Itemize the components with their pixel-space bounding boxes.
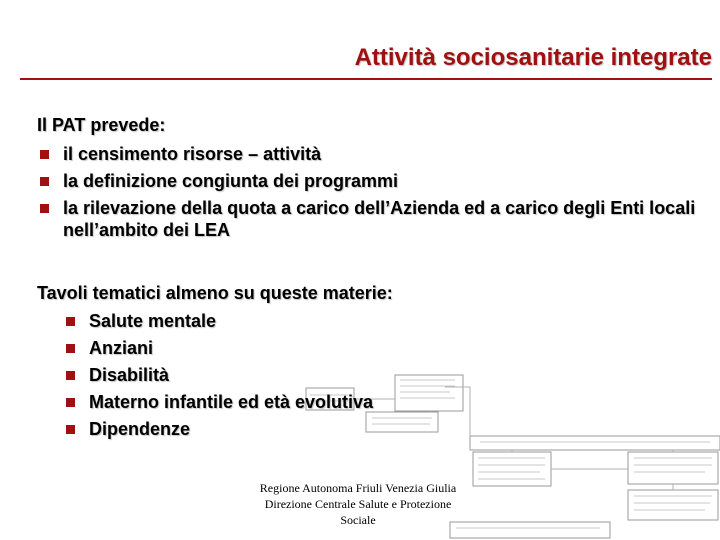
list-item: la rilevazione della quota a carico dell’Azienda ed a carico degli Enti locali nell’ambito dei LEA [37, 197, 717, 241]
topics-list [63, 310, 373, 445]
square-bullet-icon [66, 344, 75, 353]
footer-line: Regione Autonoma Friuli Venezia Giulia [259, 481, 457, 495]
list-item: Dipendenze [63, 418, 373, 440]
page-title: Attività sociosanitarie integrate [354, 44, 712, 71]
flowchart-box [473, 452, 551, 486]
square-bullet-icon [66, 371, 75, 380]
pat-list [37, 143, 717, 246]
flowchart-box [450, 522, 610, 538]
square-bullet-icon [66, 317, 75, 326]
footer [250, 480, 466, 528]
list-item: Anziani [63, 337, 373, 359]
list-item: Materno infantile ed età evolutiva [63, 391, 373, 413]
flowchart-box [628, 490, 718, 520]
flowchart-box [628, 452, 718, 484]
square-bullet-icon [40, 204, 49, 213]
list-item: il censimento risorse – attività [37, 143, 717, 165]
square-bullet-icon [66, 398, 75, 407]
square-bullet-icon [40, 177, 49, 186]
title-divider [20, 78, 712, 80]
flowchart-box [366, 412, 438, 432]
flowchart-box [470, 436, 720, 450]
list-item: la definizione congiunta dei programmi [37, 170, 717, 192]
footer-line: Sociale [340, 513, 376, 527]
list-item: Disabilità [63, 364, 373, 386]
square-bullet-icon [66, 425, 75, 434]
footer-line: Direzione Centrale Salute e Protezione [264, 497, 452, 511]
topics-heading: Tavoli tematici almeno su queste materie: [37, 283, 393, 303]
intro-text: Il PAT prevede: [37, 115, 166, 135]
square-bullet-icon [40, 150, 49, 159]
list-item: Salute mentale [63, 310, 373, 332]
